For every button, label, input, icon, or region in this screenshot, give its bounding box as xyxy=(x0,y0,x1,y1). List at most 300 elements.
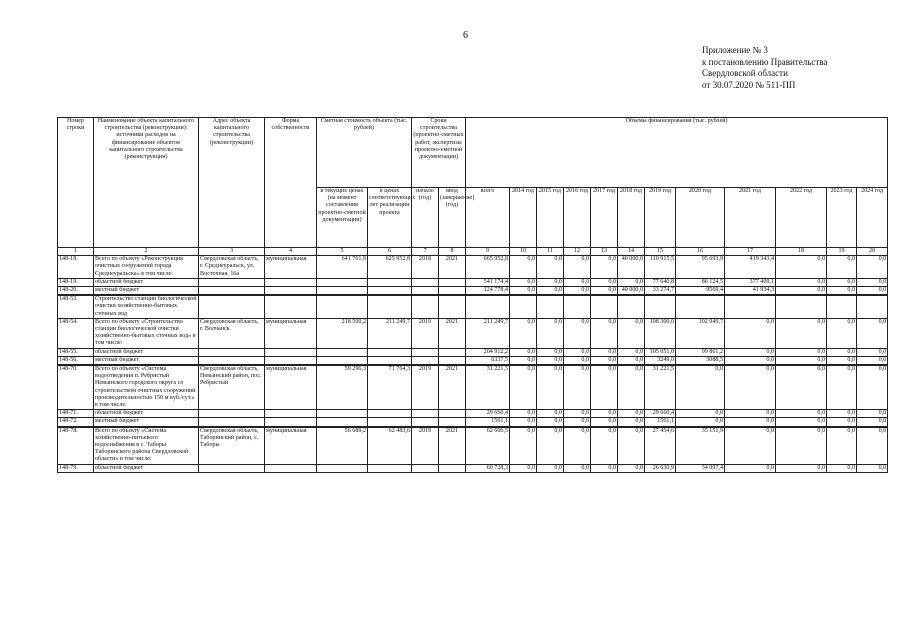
funding-year-value: 110 915,5 xyxy=(645,256,676,279)
col-header-year: 2022 год xyxy=(776,188,827,248)
funding-year-value: 0,0 xyxy=(857,464,888,472)
funding-year-value: 0,0 xyxy=(776,348,827,356)
funding-year-value: 0,0 xyxy=(725,418,776,427)
object-name: областной бюджет xyxy=(94,464,199,472)
funding-year-value: 0,0 xyxy=(618,278,645,286)
funding-year-value: 27 454,6 xyxy=(645,427,676,465)
cost-actual xyxy=(368,287,412,296)
cost-current: 218 500,2 xyxy=(317,318,368,348)
col-header-end: ввод (завершение) (год) xyxy=(439,188,466,248)
funding-total: 6337,5 xyxy=(466,356,510,365)
funding-year-value: 0,0 xyxy=(564,278,591,286)
funding-year-value: 0,0 xyxy=(827,256,857,279)
col-header-year: 2015 год xyxy=(537,188,564,248)
object-address: Свердловская область, г. Волчанск xyxy=(199,318,265,348)
col-header-row-no: Номер строки xyxy=(58,118,94,248)
funding-year-value: 0,0 xyxy=(510,278,537,286)
end-year: 2021 xyxy=(439,256,466,279)
funding-year-value: 0,0 xyxy=(857,348,888,356)
funding-year-value: 0,0 xyxy=(827,365,857,410)
table-row xyxy=(58,295,888,318)
ownership-form xyxy=(265,278,317,286)
object-address: Свердловская область, г. Среднеуральск, ул. Восточная, 16а xyxy=(199,256,265,279)
row-number: 148-70. xyxy=(58,365,94,410)
funding-year-value: 0,0 xyxy=(510,256,537,279)
funding-year-value: 99 861,2 xyxy=(676,348,725,356)
funding-year-value: 0,0 xyxy=(537,278,564,286)
col-header-cost: Сметная стоимость объекта (тыс. рублей) xyxy=(317,118,412,188)
funding-year-value: 0,0 xyxy=(591,287,618,296)
object-name: областной бюджет xyxy=(94,348,199,356)
table-row xyxy=(58,256,888,279)
funding-year-value: 0,0 xyxy=(857,365,888,410)
funding-year-value: 0,0 xyxy=(510,410,537,418)
funding-year-value: 0,0 xyxy=(676,365,725,410)
cost-actual xyxy=(368,410,412,418)
funding-year-value: 9569,4 xyxy=(676,287,725,296)
funding-year-value: 108 300,0 xyxy=(645,318,676,348)
col-header-year: 2014 год xyxy=(510,188,537,248)
funding-year-value: 0,0 xyxy=(537,287,564,296)
document-header xyxy=(702,45,827,91)
funding-year-value: 0,0 xyxy=(564,256,591,279)
funding-year-value: 0,0 xyxy=(591,410,618,418)
funding-year-value: 0,0 xyxy=(564,356,591,365)
funding-year-value: 0,0 xyxy=(725,464,776,472)
object-name: областной бюджет xyxy=(94,278,199,286)
cost-actual: 62 483,6 xyxy=(368,427,412,465)
funding-total: 665 952,8 xyxy=(466,256,510,279)
cost-current xyxy=(317,295,368,318)
financing-table xyxy=(57,117,888,473)
funding-year-value: 0,0 xyxy=(537,318,564,348)
table-row xyxy=(58,278,888,286)
end-year xyxy=(439,356,466,365)
funding-year-value: 0,0 xyxy=(857,427,888,465)
end-year xyxy=(439,410,466,418)
row-number: 148-55. xyxy=(58,348,94,356)
column-number: 9 xyxy=(466,248,510,256)
funding-total: 60 728,3 xyxy=(466,464,510,472)
funding-year-value: 0,0 xyxy=(776,464,827,472)
funding-year-value: 0,0 xyxy=(725,427,776,465)
funding-year-value xyxy=(776,295,827,318)
funding-year-value: 0,0 xyxy=(537,256,564,279)
funding-year-value: 40 000,0 xyxy=(618,287,645,296)
funding-year-value xyxy=(857,295,888,318)
funding-year-value: 0,0 xyxy=(776,365,827,410)
funding-year-value: 0,0 xyxy=(564,418,591,427)
object-name: местный бюджет xyxy=(94,287,199,296)
row-number: 148-56. xyxy=(58,356,94,365)
ownership-form xyxy=(265,287,317,296)
funding-year-value: 0,0 xyxy=(776,427,827,465)
object-name: Строительство станции биологической очистки хозяйственно-бытовых сточных вод xyxy=(95,296,197,317)
col-header-year: 2019 год xyxy=(645,188,676,248)
table-row xyxy=(58,464,888,472)
column-number: 1 xyxy=(58,248,94,256)
col-header-cost-actual: в ценах соответствующих лет реализации проекта xyxy=(368,188,412,248)
funding-year-value: 0,0 xyxy=(725,348,776,356)
funding-total xyxy=(466,295,510,318)
cost-current xyxy=(317,287,368,296)
object-address xyxy=(199,410,265,418)
funding-year-value: 0,0 xyxy=(827,410,857,418)
funding-year-value: 419 343,4 xyxy=(725,256,776,279)
cost-current: 56 689,2 xyxy=(317,427,368,465)
column-number: 17 xyxy=(725,248,776,256)
end-year xyxy=(439,348,466,356)
header-line: Приложение № 3 xyxy=(702,45,768,55)
funding-year-value: 102 949,7 xyxy=(676,318,725,348)
object-address xyxy=(199,278,265,286)
funding-year-value: 0,0 xyxy=(857,410,888,418)
col-header-name: Наименование объекта капитального строительства (реконструкции)/источники расходов на финансирование объектов капитального строительства (реконструкции) xyxy=(94,118,199,248)
row-number: 148-19. xyxy=(58,278,94,286)
end-year xyxy=(439,418,466,427)
funding-year-value: 0,0 xyxy=(827,356,857,365)
funding-year-value: 0,0 xyxy=(591,256,618,279)
funding-year-value: 0,0 xyxy=(676,418,725,427)
funding-year-value: 0,0 xyxy=(510,464,537,472)
funding-year-value: 3088,5 xyxy=(676,356,725,365)
funding-year-value: 0,0 xyxy=(776,356,827,365)
funding-year-value: 0,0 xyxy=(591,356,618,365)
start-year xyxy=(412,418,439,427)
funding-year-value: 0,0 xyxy=(725,365,776,410)
funding-year-value: 0,0 xyxy=(564,348,591,356)
start-year xyxy=(412,278,439,286)
funding-total: 31 221,5 xyxy=(466,365,510,410)
funding-year-value: 0,0 xyxy=(591,365,618,410)
col-header-ownership: Форма собственности xyxy=(265,118,317,248)
funding-year-value: 3249,0 xyxy=(645,356,676,365)
cost-actual xyxy=(368,464,412,472)
funding-year-value: 26 630,9 xyxy=(645,464,676,472)
funding-year-value: 0,0 xyxy=(510,365,537,410)
funding-year-value xyxy=(537,295,564,318)
funding-year-value: 0,0 xyxy=(564,410,591,418)
row-number: 148-20. xyxy=(58,287,94,296)
ownership-form: муниципальная xyxy=(265,318,317,348)
column-number: 20 xyxy=(857,248,888,256)
start-year xyxy=(412,295,439,318)
funding-year-value: 0,0 xyxy=(591,427,618,465)
column-number: 18 xyxy=(776,248,827,256)
cost-current xyxy=(317,356,368,365)
funding-year-value: 0,0 xyxy=(725,318,776,348)
funding-year-value: 77 640,8 xyxy=(645,278,676,286)
column-number: 15 xyxy=(645,248,676,256)
funding-year-value: 0,0 xyxy=(827,287,857,296)
col-header-funding: Объемы финансирования (тыс. рублей) xyxy=(466,118,888,188)
funding-year-value: 41 934,3 xyxy=(725,287,776,296)
funding-year-value: 0,0 xyxy=(537,356,564,365)
funding-year-value: 0,0 xyxy=(591,418,618,427)
column-number: 8 xyxy=(439,248,466,256)
col-header-year: 2017 год xyxy=(591,188,618,248)
row-number: 148-78. xyxy=(58,427,94,465)
col-header-year: 2016 год xyxy=(564,188,591,248)
funding-year-value: 29 660,4 xyxy=(645,410,676,418)
funding-year-value: 0,0 xyxy=(591,278,618,286)
start-year xyxy=(412,464,439,472)
col-header-start: начало (год) xyxy=(412,188,439,248)
cost-actual: 211 249,7 xyxy=(368,318,412,348)
funding-year-value xyxy=(564,295,591,318)
row-number: 148-71. xyxy=(58,410,94,418)
header-line: Свердловской области xyxy=(702,68,788,78)
cost-current xyxy=(317,278,368,286)
funding-year-value xyxy=(676,295,725,318)
table-row xyxy=(58,356,888,365)
funding-year-value: 0,0 xyxy=(510,418,537,427)
ownership-form: муниципальная xyxy=(265,427,317,465)
start-year: 2019 xyxy=(412,365,439,410)
ownership-form xyxy=(265,418,317,427)
col-header-year: 2018 год xyxy=(618,188,645,248)
cost-current xyxy=(317,348,368,356)
funding-year-value: 0,0 xyxy=(537,410,564,418)
funding-year-value: 0,0 xyxy=(537,365,564,410)
object-address xyxy=(199,356,265,365)
object-address: Свердловская область, Таборинский район, с. Таборы xyxy=(199,427,265,465)
funding-year-value: 0,0 xyxy=(776,256,827,279)
funding-year-value: 35 151,9 xyxy=(676,427,725,465)
object-name: местный бюджет xyxy=(94,418,199,427)
row-number: 148-54. xyxy=(58,318,94,348)
funding-year-value: 0,0 xyxy=(827,427,857,465)
column-number-row xyxy=(58,248,888,256)
start-year: 2019 xyxy=(412,318,439,348)
column-number: 7 xyxy=(412,248,439,256)
object-name: местный бюджет xyxy=(94,356,199,365)
column-number: 19 xyxy=(827,248,857,256)
end-year xyxy=(439,464,466,472)
funding-year-value: 0,0 xyxy=(537,464,564,472)
column-number: 13 xyxy=(591,248,618,256)
start-year xyxy=(412,410,439,418)
column-number: 2 xyxy=(94,248,199,256)
cost-current: 59 296,3 xyxy=(317,365,368,410)
funding-year-value: 0,0 xyxy=(564,427,591,465)
cost-actual: 71 764,3 xyxy=(368,365,412,410)
ownership-form xyxy=(265,356,317,365)
funding-year-value: 0,0 xyxy=(857,356,888,365)
funding-year-value: 34 097,4 xyxy=(676,464,725,472)
funding-year-value: 86 124,5 xyxy=(676,278,725,286)
row-number: 148-72. xyxy=(58,418,94,427)
end-year: 2021 xyxy=(439,365,466,410)
funding-year-value: 0,0 xyxy=(510,287,537,296)
table-row xyxy=(58,418,888,427)
funding-year-value: 0,0 xyxy=(537,348,564,356)
funding-year-value: 0,0 xyxy=(776,410,827,418)
funding-year-value: 105 051,0 xyxy=(645,348,676,356)
col-header-year: 2023 год xyxy=(827,188,857,248)
funding-year-value: 0,0 xyxy=(564,464,591,472)
table-row xyxy=(58,365,888,410)
ownership-form xyxy=(265,464,317,472)
ownership-form xyxy=(265,348,317,356)
start-year xyxy=(412,348,439,356)
col-header-total: всего xyxy=(466,188,510,248)
funding-total: 541 174,4 xyxy=(466,278,510,286)
row-number: 148-79. xyxy=(58,464,94,472)
ownership-form: муниципальная xyxy=(265,256,317,279)
page-number: 6 xyxy=(463,30,468,41)
cost-actual xyxy=(368,295,412,318)
funding-year-value xyxy=(645,295,676,318)
end-year xyxy=(439,287,466,296)
start-year: 2019 xyxy=(412,427,439,465)
funding-year-value: 0,0 xyxy=(564,287,591,296)
funding-year-value xyxy=(510,295,537,318)
row-number: 148-53. xyxy=(58,295,94,318)
funding-year-value: 0,0 xyxy=(827,348,857,356)
ownership-form xyxy=(265,295,317,318)
column-number: 10 xyxy=(510,248,537,256)
start-year xyxy=(412,356,439,365)
funding-total: 29 660,4 xyxy=(466,410,510,418)
cost-current xyxy=(317,418,368,427)
cost-current xyxy=(317,464,368,472)
object-name: Всего по объекту «Строительство станции биологической очистки хозяйственно-бытовых сточных вод» в том числе: xyxy=(94,318,199,348)
object-address xyxy=(199,348,265,356)
funding-year-value: 1561,1 xyxy=(645,418,676,427)
funding-year-value: 0,0 xyxy=(537,418,564,427)
funding-year-value: 0,0 xyxy=(564,365,591,410)
funding-year-value: 0,0 xyxy=(591,348,618,356)
funding-year-value: 0,0 xyxy=(827,418,857,427)
funding-year-value: 0,0 xyxy=(776,318,827,348)
funding-year-value xyxy=(827,295,857,318)
funding-year-value: 0,0 xyxy=(676,410,725,418)
funding-year-value: 0,0 xyxy=(591,318,618,348)
cost-actual xyxy=(368,348,412,356)
funding-year-value: 40 000,0 xyxy=(618,256,645,279)
funding-year-value: 0,0 xyxy=(618,365,645,410)
funding-year-value: 0,0 xyxy=(591,464,618,472)
col-header-year: 2024 год xyxy=(857,188,888,248)
funding-year-value: 0,0 xyxy=(857,418,888,427)
col-header-address: Адрес объекта капитального строительства (реконструкции) xyxy=(199,118,265,248)
funding-year-value: 33 274,7 xyxy=(645,287,676,296)
cost-current: 641 761,9 xyxy=(317,256,368,279)
column-number: 16 xyxy=(676,248,725,256)
funding-year-value: 0,0 xyxy=(776,278,827,286)
funding-year-value: 377 409,1 xyxy=(725,278,776,286)
funding-total: 211 249,7 xyxy=(466,318,510,348)
funding-year-value: 0,0 xyxy=(725,356,776,365)
ownership-form: муниципальная xyxy=(265,365,317,410)
table-row xyxy=(58,427,888,465)
col-header-year: 2020 год xyxy=(676,188,725,248)
funding-year-value: 31 221,5 xyxy=(645,365,676,410)
object-name: Всего по объекту «Система хозяйственно-питьевого водоснабжения в с. Таборы Таборинского района Свердловской области» в том числе: xyxy=(94,427,199,465)
funding-total: 124 778,4 xyxy=(466,287,510,296)
funding-year-value: 0,0 xyxy=(618,348,645,356)
funding-total: 62 606,5 xyxy=(466,427,510,465)
funding-year-value xyxy=(591,295,618,318)
funding-year-value: 0,0 xyxy=(510,318,537,348)
funding-year-value xyxy=(618,295,645,318)
funding-year-value: 0,0 xyxy=(776,287,827,296)
funding-total: 1561,1 xyxy=(466,418,510,427)
column-number: 3 xyxy=(199,248,265,256)
cost-actual xyxy=(368,418,412,427)
end-year: 2021 xyxy=(439,318,466,348)
column-number: 6 xyxy=(368,248,412,256)
funding-year-value: 0,0 xyxy=(618,464,645,472)
funding-year-value: 0,0 xyxy=(618,427,645,465)
end-year xyxy=(439,278,466,286)
object-address xyxy=(199,464,265,472)
funding-year-value: 0,0 xyxy=(618,418,645,427)
table-row xyxy=(58,348,888,356)
header-line: от 30.07.2020 № 511-ПП xyxy=(702,79,796,90)
funding-year-value: 0,0 xyxy=(857,287,888,296)
column-number: 11 xyxy=(537,248,564,256)
col-header-year: 2021 год xyxy=(725,188,776,248)
header-line: к постановлению Правительства xyxy=(702,56,828,67)
column-number: 4 xyxy=(265,248,317,256)
funding-year-value: 95 693,9 xyxy=(676,256,725,279)
object-address: Свердловская область, Невьянский район, пос. Ребристый xyxy=(199,365,265,410)
funding-year-value: 0,0 xyxy=(857,318,888,348)
funding-year-value: 0,0 xyxy=(857,256,888,279)
funding-year-value: 0,0 xyxy=(537,427,564,465)
cost-actual: 625 952,8 xyxy=(368,256,412,279)
table-row xyxy=(58,410,888,418)
cost-actual xyxy=(368,278,412,286)
start-year: 2018 xyxy=(412,256,439,279)
funding-year-value: 0,0 xyxy=(618,318,645,348)
table-row xyxy=(58,287,888,296)
object-address xyxy=(199,418,265,427)
funding-year-value: 0,0 xyxy=(827,278,857,286)
ownership-form xyxy=(265,410,317,418)
funding-year-value: 0,0 xyxy=(827,464,857,472)
column-number: 5 xyxy=(317,248,368,256)
col-header-cost-current: в текущих ценах (на момент составления проектно-сметной документации) xyxy=(317,188,368,248)
end-year: 2021 xyxy=(439,427,466,465)
object-name: Всего по объекту «Реконструкция очистных сооружений города Среднеуральска» в том числе: xyxy=(94,256,199,279)
funding-year-value: 0,0 xyxy=(510,427,537,465)
object-address xyxy=(199,295,265,318)
table-row xyxy=(58,318,888,348)
funding-year-value: 0,0 xyxy=(776,418,827,427)
start-year xyxy=(412,287,439,296)
cost-current xyxy=(317,410,368,418)
funding-year-value: 0,0 xyxy=(827,318,857,348)
column-number: 14 xyxy=(618,248,645,256)
funding-year-value: 0,0 xyxy=(564,318,591,348)
funding-year-value: 0,0 xyxy=(857,278,888,286)
col-header-terms: Сроки строительства (проектно-сметных работ, экспертизы проектно-сметной документации) xyxy=(412,118,466,188)
funding-year-value: 0,0 xyxy=(618,356,645,365)
funding-year-value xyxy=(725,295,776,318)
object-address xyxy=(199,287,265,296)
column-number: 12 xyxy=(564,248,591,256)
object-name: Всего по объекту «Система водоотведения п. Ребристый Невьянского городского округа со строительством очистных сооружений производительностью 150 м куб./сут.» в том числе: xyxy=(94,365,199,410)
object-name: областной бюджет xyxy=(94,410,199,418)
cost-actual xyxy=(368,356,412,365)
row-number: 148-18. xyxy=(58,256,94,279)
end-year xyxy=(439,295,466,318)
funding-year-value: 0,0 xyxy=(510,356,537,365)
funding-total: 204 912,2 xyxy=(466,348,510,356)
